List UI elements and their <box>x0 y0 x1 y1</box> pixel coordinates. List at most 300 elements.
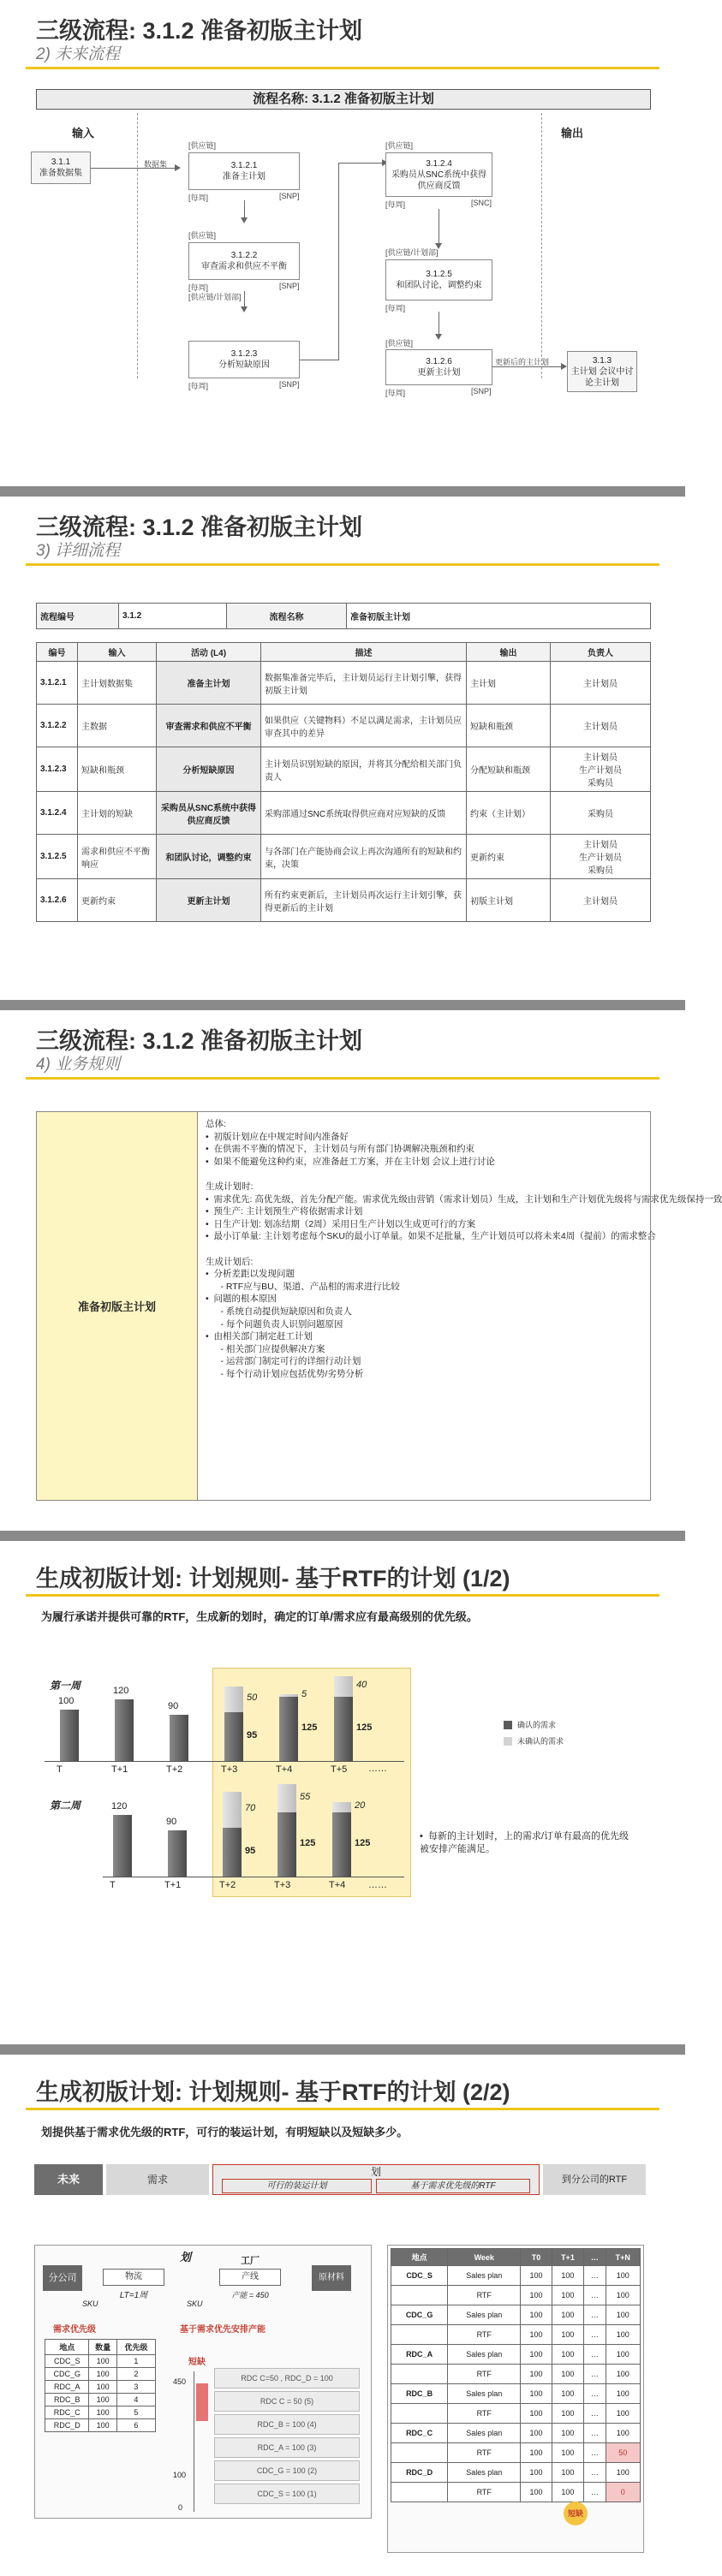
col-header: 负责人 <box>551 643 651 662</box>
table-cell: … <box>584 2286 606 2305</box>
table-cell: 3.1.2.6 <box>37 879 78 922</box>
table-cell: 100 <box>606 2305 640 2325</box>
table-cell: 100 <box>552 2483 584 2502</box>
bar-value-label: 120 <box>113 1686 129 1696</box>
box3-freq: [每周] <box>188 382 209 390</box>
page-subtitle: 3) 详细流程 <box>36 542 121 560</box>
col-header: T+N <box>606 2249 640 2266</box>
table-cell: 3.1.2.2 <box>37 705 78 747</box>
table-cell: 100 <box>606 2404 640 2424</box>
slide-rtf-plan-2 <box>0 2055 685 2576</box>
table-cell: 100 <box>606 2345 640 2365</box>
bar-value-label: 70 <box>245 1803 256 1813</box>
bar-value-label: 125 <box>300 1837 316 1848</box>
box1-freq: [每周] <box>188 193 209 202</box>
page-title: 三级流程: 3.1.2 准备初版主计划 <box>36 515 363 540</box>
bar-unconfirmed <box>332 1802 351 1812</box>
rule-line: 总体: <box>206 1119 226 1129</box>
table-cell: 所有约束更新后，主计划员再次运行主计划引擎，获得更新后的主计划 <box>261 879 467 922</box>
table-cell <box>391 2286 448 2305</box>
table-cell <box>391 2443 448 2463</box>
output-box: 3.1.3 主计划 会议中讨论主计划 <box>567 351 637 392</box>
table-cell: 100 <box>521 2305 552 2325</box>
col-header: T+1 <box>552 2249 584 2266</box>
table-row <box>45 2419 156 2432</box>
table-row <box>45 2394 156 2406</box>
bar-value-label: 20 <box>355 1800 366 1811</box>
bar-confirmed <box>332 1812 351 1877</box>
flow-end: 到分公司的RTF <box>543 2164 646 2195</box>
capacity-block: RDC C = 50 (5) <box>214 2391 360 2412</box>
title-underline <box>26 2108 659 2110</box>
slide-separator <box>0 486 685 497</box>
bar-confirmed <box>279 1697 298 1761</box>
box-3-1-2-5: 3.1.2.5 和团队讨论，调整约束 <box>385 259 492 300</box>
week2-label: 第二周 <box>50 1800 81 1812</box>
rtf-bar-charts <box>0 1541 685 2055</box>
table-cell: 短缺和瓶颈 <box>78 747 157 792</box>
slide-separator <box>0 2044 685 2055</box>
rule-line: • 由相关部门制定赶工计划 <box>206 1331 313 1342</box>
rule-line: • 日生产计划: 划冻结期（2周）采用日生产计划以生成更可行的方案 <box>206 1218 476 1229</box>
table-cell: 采购员 <box>551 792 651 835</box>
box2-tag: [供应链] <box>188 231 217 240</box>
table-cell: Sales plan <box>448 2266 521 2286</box>
table-row <box>37 705 651 747</box>
page-subtitle: 4) 业务规则 <box>36 1056 121 1074</box>
table-cell: 主计划员 生产计划员 采购员 <box>551 835 651 879</box>
bar-unconfirmed <box>277 1784 296 1812</box>
table-cell: 100 <box>552 2365 584 2384</box>
capacity-block: RDC_A = 100 (3) <box>214 2437 360 2458</box>
table-row <box>391 2325 641 2345</box>
capacity-block: CDC_S = 100 (1) <box>214 2484 360 2504</box>
box-3-1-2-3: 3.1.2.3 分析短缺原因 <box>188 341 300 378</box>
net-sku1: SKU <box>82 2299 98 2308</box>
capacity-stack <box>214 2368 360 2507</box>
rule-line: - RTF应与BU、渠道、产品相的需求进行比较 <box>206 1281 400 1292</box>
detail-header-table <box>36 603 651 629</box>
table-cell: Sales plan <box>448 2424 521 2443</box>
table-row <box>37 792 651 835</box>
table-cell: 100 <box>521 2404 552 2424</box>
table-cell: 主计划员 <box>551 705 651 747</box>
short-badge: 短缺 <box>564 2502 588 2525</box>
slide-separator <box>0 1531 685 1541</box>
bar-value-label: 5 <box>301 1688 307 1699</box>
table-cell: 100 <box>521 2384 552 2404</box>
col-header: 编号 <box>37 643 78 662</box>
category-tick-label: T <box>110 1880 116 1890</box>
note-text: • 每新的主计划时，上的需求/订单有最高的优先级被安排产能满足。 <box>420 1831 630 1854</box>
table-cell: 和团队讨论，调整约束 <box>157 835 261 879</box>
table-cell: 100 <box>521 2286 552 2305</box>
table-cell: 更新约束 <box>78 879 157 922</box>
table-cell: RDC_C <box>45 2406 89 2419</box>
table-cell: 需求和供应不平衡响应 <box>78 835 157 879</box>
rule-line: • 在供需不平衡的情况下，主计划员与所有部门协调解决瓶颈和约束 <box>206 1144 475 1155</box>
table-cell: 100 <box>521 2463 552 2483</box>
box-3-1-2-6: 3.1.2.6 更新主计划 <box>385 349 492 385</box>
table-cell: 100 <box>552 2424 584 2443</box>
table-cell: 100 <box>89 2406 116 2419</box>
table-cell: 主计划员 <box>551 879 651 922</box>
col-header: 输出 <box>467 643 551 662</box>
box1-sys: [SNP] <box>279 192 300 200</box>
bar-confirmed <box>113 1815 132 1877</box>
cap-100: 100 <box>173 2471 187 2479</box>
table-cell: 100 <box>552 2384 584 2404</box>
table-cell: 100 <box>606 2266 640 2286</box>
bar-value-label: 40 <box>356 1680 367 1690</box>
ellipsis-2: …… <box>368 1880 387 1890</box>
box1-tag: [供应链] <box>188 141 217 150</box>
table-cell: 100 <box>89 2419 116 2432</box>
table-cell: 100 <box>606 2365 640 2384</box>
table-cell: … <box>584 2305 606 2325</box>
table-cell: 准备主计划 <box>157 662 261 705</box>
category-tick-label: T+1 <box>111 1764 128 1775</box>
table-cell: 主计划数据集 <box>78 662 157 705</box>
table-cell: CDC_S <box>45 2355 89 2368</box>
rule-line: 生成计划后: <box>206 1256 254 1267</box>
note: 每新的主计划时，上的需求/订单有最高的优先级被安排产能满足。 <box>420 1831 630 1854</box>
category-tick-label: T+3 <box>274 1880 291 1890</box>
box4-sys: [SNC] <box>471 199 492 207</box>
col-header: … <box>584 2249 606 2266</box>
table-cell: 主计划员 生产计划员 采购员 <box>551 747 651 792</box>
bar-confirmed <box>170 1715 188 1761</box>
table-row <box>391 2483 641 2502</box>
ellipsis-1: …… <box>368 1764 387 1774</box>
table-cell: Sales plan <box>448 2305 521 2325</box>
category-tick-label: T+5 <box>331 1764 348 1775</box>
table-cell: 主计划的短缺 <box>78 792 157 835</box>
week1-label: 第一周 <box>50 1680 81 1692</box>
table-cell: 100 <box>552 2305 584 2325</box>
table-row <box>391 2404 641 2424</box>
slide-future-process <box>0 0 685 497</box>
box4-tag: [供应链] <box>385 141 414 150</box>
box-3-1-2-1: 3.1.2.1 准备主计划 <box>188 152 300 190</box>
table-cell: 主计划员识别短缺的原因，并将其分配给相关部门负责人 <box>261 747 467 792</box>
bar-value-label: 125 <box>301 1722 318 1733</box>
slide-separator <box>0 1000 685 1010</box>
box2-sys: [SNP] <box>279 282 300 290</box>
box2-freq: [每周] <box>188 283 209 292</box>
table-cell: RTF <box>448 2286 521 2305</box>
page-title: 三级流程: 3.1.2 准备初版主计划 <box>36 18 363 44</box>
net-line: 产线 <box>219 2269 281 2286</box>
table-cell: 主计划员 <box>551 662 651 705</box>
table-cell: 100 <box>521 2483 552 2502</box>
prio-title: 需求优先级 <box>53 2325 96 2335</box>
rules-text <box>206 1118 722 1380</box>
table-cell: Sales plan <box>448 2463 521 2483</box>
capacity-block: CDC_G = 100 (2) <box>214 2460 360 2481</box>
flow-sub1: 可行的装运计划 <box>222 2179 372 2193</box>
bar-unconfirmed <box>223 1792 242 1828</box>
table-row <box>391 2345 641 2365</box>
table-cell: RTF <box>448 2325 521 2345</box>
page-title: 生成初版计划: 计划规则- 基于RTF的计划 (1/2) <box>36 1566 510 1591</box>
table-cell: Sales plan <box>448 2384 521 2404</box>
rule-line: - 每个问题负责人识别问题原因 <box>206 1318 343 1330</box>
table-row <box>391 2266 641 2286</box>
table-cell <box>391 2404 448 2424</box>
header-value-name: 准备初版主计划 <box>347 604 651 629</box>
table-row <box>37 662 651 705</box>
table-cell: 约束（主计划） <box>467 792 551 835</box>
flow-plan <box>212 2164 540 2195</box>
slide-detail-process <box>0 497 685 1010</box>
box6-sys: [SNP] <box>471 387 492 396</box>
table-cell: 100 <box>521 2345 552 2365</box>
rule-line: - 运营部门制定可行的详细行动计划 <box>206 1356 361 1367</box>
legend-swatch-confirmed <box>504 1721 512 1729</box>
table-cell: RTF <box>448 2443 521 2463</box>
bar-confirmed <box>168 1830 187 1877</box>
rule-line: - 系统自动提供短缺原因和负责人 <box>206 1306 352 1317</box>
rules-left-label: 准备初版主计划 <box>77 1300 156 1313</box>
box4-freq: [每周] <box>385 200 406 209</box>
process-name-bar: 流程名称: 3.1.2 准备初版主计划 <box>36 89 651 110</box>
table-cell: 更新约束 <box>467 835 551 879</box>
bar-confirmed <box>115 1699 134 1761</box>
table-cell: … <box>584 2365 606 2384</box>
category-tick-label: T+2 <box>166 1764 183 1775</box>
box5-tag: [供应链/计划部] <box>385 248 439 257</box>
slide-business-rules <box>0 1010 722 1541</box>
rule-line: • 最小订单量: 主计划考虑每个SKU的最小订单量。如果不足批量，生产计划员可以将未来4周（提前）的需求整合 <box>206 1231 656 1242</box>
rule-line: • 需求优先: 高优先级，首先分配产能。需求优先级由营销（需求计划员）生成，主计划和生产计划优先级将与需求优先级保持一致 <box>206 1193 722 1205</box>
box3-tag: [供应链/计划部] <box>188 293 242 301</box>
table-cell: RDC_D <box>45 2419 89 2432</box>
table-cell: 0 <box>606 2483 640 2502</box>
table-row <box>391 2443 641 2463</box>
table-cell: 50 <box>606 2443 640 2463</box>
table-cell: CDC_S <box>391 2266 448 2286</box>
category-tick-label: T <box>57 1764 63 1775</box>
table-cell: 2 <box>116 2368 155 2381</box>
flow-plan-label: 划 <box>370 2166 381 2178</box>
net-logistics: 物流 <box>103 2269 164 2286</box>
rules-left-cell <box>37 1112 198 1500</box>
page-subtitle: 2) 未来流程 <box>36 45 121 63</box>
bar-value-label: 120 <box>111 1801 128 1812</box>
rule-line <box>206 1243 644 1256</box>
table-cell: RDC_A <box>391 2345 448 2365</box>
bar-confirmed <box>60 1710 79 1761</box>
detail-table <box>36 642 651 922</box>
lead-text: 为履行承诺并提供可靠的RTF，生成新的划时，确定的订单/需求应有最高级别的优先级。 <box>41 1610 478 1623</box>
header-label-name: 流程名称 <box>227 604 347 629</box>
rule-line <box>206 1168 644 1181</box>
rule-line: 生成计划时: <box>206 1181 254 1192</box>
bar-value-label: 50 <box>247 1693 258 1703</box>
table-row <box>45 2381 156 2394</box>
category-tick-label: T+3 <box>221 1764 238 1775</box>
col-header: 地点 <box>391 2249 448 2266</box>
box-3-1-2-2: 3.1.2.2 审查需求和供应不平衡 <box>188 242 300 280</box>
flow-demand: 需求 <box>106 2164 209 2195</box>
table-row <box>37 747 651 792</box>
table-cell: 100 <box>552 2443 584 2463</box>
table-row <box>391 2424 641 2443</box>
col-header: Week <box>448 2249 521 2266</box>
cap-short-bar <box>196 2383 208 2421</box>
table-cell: … <box>584 2463 606 2483</box>
bar-value-label: 125 <box>355 1837 371 1848</box>
table-cell: 100 <box>606 2424 640 2443</box>
table-cell: RDC_B <box>391 2384 448 2404</box>
rule-line: • 分析差距以发现问题 <box>206 1269 295 1280</box>
table-cell: 100 <box>552 2266 584 2286</box>
table-cell: 分析短缺原因 <box>157 747 261 792</box>
arrow-head <box>175 164 181 171</box>
col-header: 数量 <box>89 2340 116 2355</box>
table-cell: 100 <box>521 2266 552 2286</box>
table-cell: 审查需求和供应不平衡 <box>157 705 261 747</box>
bar-value-label: 55 <box>300 1791 311 1802</box>
col-input-label: 输入 <box>72 127 95 140</box>
table-cell: RDC_A <box>45 2381 89 2394</box>
box6-tag: [供应链] <box>385 339 414 348</box>
bar-unconfirmed <box>334 1676 353 1697</box>
table-cell: 100 <box>606 2463 640 2483</box>
table-cell: … <box>584 2404 606 2424</box>
bar-value-label: 95 <box>245 1845 256 1856</box>
table-cell: 100 <box>552 2325 584 2345</box>
table-cell: 100 <box>89 2355 116 2368</box>
arrow-label-data: 数据集 <box>144 160 168 169</box>
cap-title: 基于需求优先安排产能 <box>180 2325 266 2335</box>
flow-future: 未来 <box>34 2164 103 2195</box>
table-row <box>391 2305 641 2325</box>
bar-confirmed <box>224 1712 243 1761</box>
legend-confirmed: 确认的需求 <box>517 1721 557 1729</box>
table-cell: 3.1.2.3 <box>37 747 78 792</box>
legend-unconfirmed: 未确认的需求 <box>517 1737 564 1746</box>
table-row <box>45 2355 156 2368</box>
category-tick-label: T+4 <box>276 1764 293 1775</box>
table-row <box>391 2365 641 2384</box>
table-cell: 6 <box>116 2419 155 2432</box>
cap-0: 0 <box>178 2503 183 2512</box>
bar-unconfirmed <box>224 1687 243 1712</box>
cap-450: 450 <box>173 2377 187 2386</box>
table-row <box>45 2406 156 2419</box>
bar-value-label: 95 <box>247 1729 258 1740</box>
page-title: 生成初版计划: 计划规则- 基于RTF的计划 (2/2) <box>36 2079 510 2105</box>
table-row <box>45 2368 156 2381</box>
table-cell: 主计划 <box>467 662 551 705</box>
table-cell: RDC_C <box>391 2424 448 2443</box>
table-cell: … <box>584 2266 606 2286</box>
box5-freq: [每周] <box>385 304 406 312</box>
table-cell: 3.1.2.1 <box>37 662 78 705</box>
table-cell: 100 <box>552 2463 584 2483</box>
table-cell: 100 <box>89 2381 116 2394</box>
header-label-id: 流程编号 <box>37 604 119 629</box>
bar-value-label: 125 <box>356 1722 373 1733</box>
table-cell: 100 <box>521 2325 552 2345</box>
table-cell: 3.1.2.4 <box>37 792 78 835</box>
col-output-label: 输出 <box>561 127 584 140</box>
net-lt: LT=1周 <box>119 2291 148 2300</box>
table-cell: 100 <box>606 2325 640 2345</box>
table-cell: … <box>584 2325 606 2345</box>
bar-unconfirmed <box>279 1694 298 1697</box>
table-cell: 100 <box>552 2404 584 2424</box>
legend-swatch-unconfirmed <box>504 1737 512 1746</box>
table-cell: 100 <box>521 2365 552 2384</box>
box3-sys: [SNP] <box>279 380 300 389</box>
table-cell: 与各部门在产能协商会议上再次沟通所有的短缺和约束，决策 <box>261 835 467 879</box>
table-cell: 3.1.2.5 <box>37 835 78 879</box>
category-tick-label: T+1 <box>164 1880 182 1890</box>
page-title: 三级流程: 3.1.2 准备初版主计划 <box>36 1028 363 1054</box>
category-tick-label: T+4 <box>329 1880 346 1890</box>
capacity-block: RDC_B = 100 (4) <box>214 2414 360 2435</box>
divider-left <box>137 113 138 378</box>
table-cell: 分配短缺和瓶颈 <box>467 747 551 792</box>
table-cell: 数据集准备完毕后，主计划员运行主计划引擎，获得初版主计划 <box>261 662 467 705</box>
table-cell <box>391 2483 448 2502</box>
table-cell: 1 <box>116 2355 155 2368</box>
table-cell: … <box>584 2384 606 2404</box>
rule-line: • 如果不能避免这种约束，应准备赶工方案，并在主计划 会议上进行讨论 <box>206 1156 495 1167</box>
rule-line: - 每个行动计划应包括优势/劣势分析 <box>206 1368 364 1379</box>
table-cell: 采购员从SNC系统中获得供应商反馈 <box>157 792 261 835</box>
table-cell: 100 <box>89 2368 116 2381</box>
table-cell: CDC_G <box>45 2368 89 2381</box>
slide-rtf-plan-1 <box>0 1541 685 2055</box>
title-underline <box>26 67 659 69</box>
table-row <box>391 2463 641 2483</box>
table-cell: RDC_D <box>391 2463 448 2483</box>
table-cell <box>391 2325 448 2345</box>
net-cap: 产能 = 450 <box>231 2291 269 2299</box>
plan-table <box>391 2248 641 2502</box>
priority-table <box>45 2339 156 2432</box>
net-factory: 工厂 <box>241 2256 260 2266</box>
table-cell: 如果供应（关键物料）不足以满足需求，主计划员应审查其中的差异 <box>261 705 467 747</box>
bar-confirmed <box>334 1697 353 1761</box>
table-cell: 短缺和瓶颈 <box>467 705 551 747</box>
table-row <box>391 2384 641 2404</box>
title-underline <box>26 563 659 566</box>
box6-freq: [每周] <box>385 389 406 397</box>
table-cell: … <box>584 2443 606 2463</box>
bar-value-label: 100 <box>58 1696 75 1706</box>
col-header: 描述 <box>261 643 467 662</box>
col-header: T0 <box>521 2249 552 2266</box>
table-cell: … <box>584 2345 606 2365</box>
capacity-block: RDC C=50 , RDC_D = 100 <box>214 2368 360 2389</box>
table-cell: RTF <box>448 2404 521 2424</box>
legend <box>504 1719 564 1746</box>
col-header: 输入 <box>78 643 157 662</box>
bar-value-label: 90 <box>166 1817 177 1827</box>
rule-line: • 预生产: 主计划预生产将依据需求计划 <box>206 1206 363 1217</box>
table-cell: RTF <box>448 2365 521 2384</box>
table-cell: … <box>584 2483 606 2502</box>
table-cell: 100 <box>606 2286 640 2305</box>
col-header: 活动 (L4) <box>157 643 261 662</box>
arrow-label-update: 更新后的主计划 <box>495 358 550 366</box>
network-title: 划 <box>180 2251 192 2264</box>
